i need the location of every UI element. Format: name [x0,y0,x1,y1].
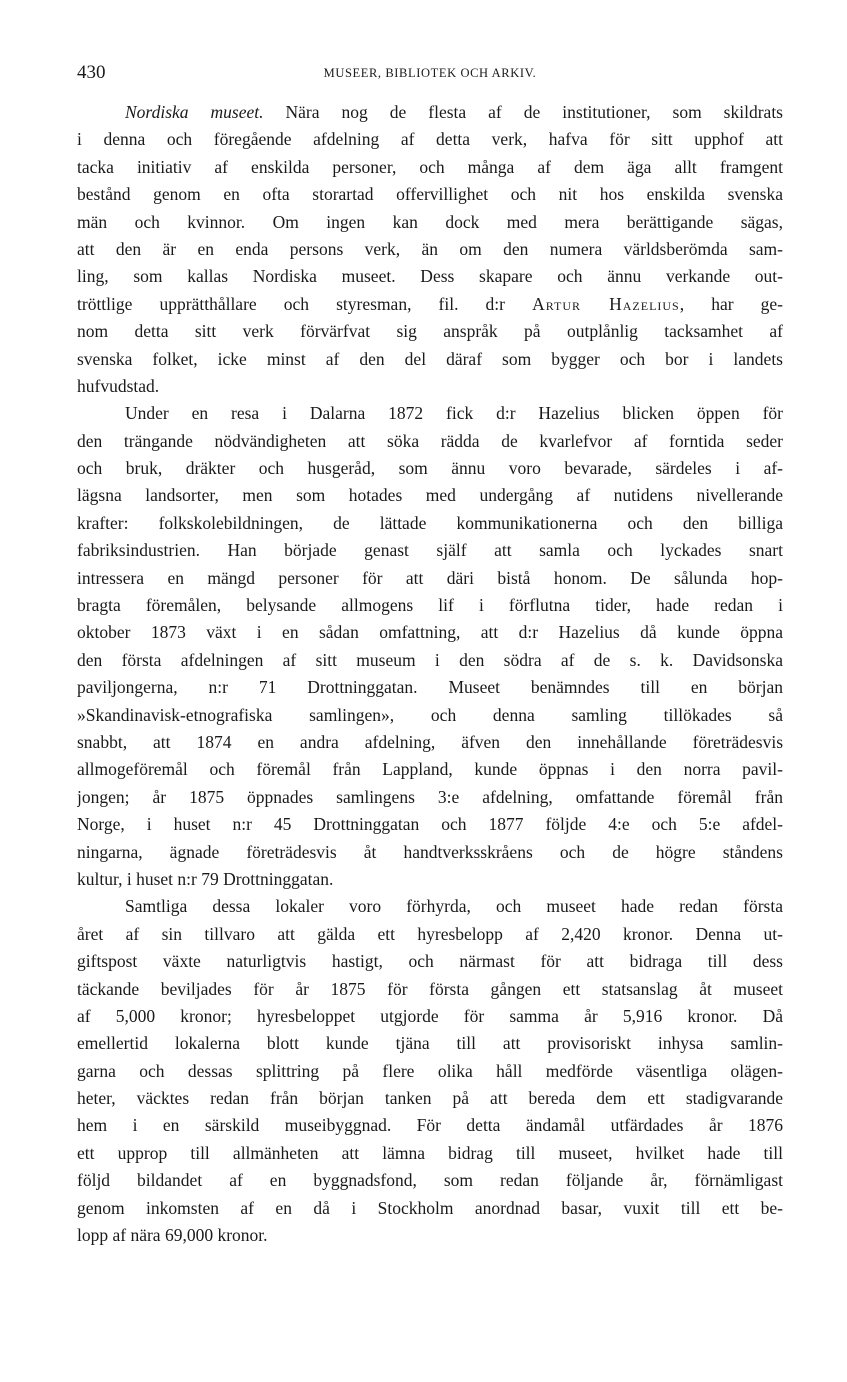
line-text: Norge, i huset n:r 45 Drottninggatan och 1877 följde 4:e och 5:e afdel- [77,814,783,835]
text-line [77,702,783,729]
line-text: hem i en särskild museibyggnad. För detta ändamål utfärdades år 1876 [77,1115,783,1136]
line-text: lopp af nära 69,000 kronor. [77,1225,268,1246]
text-line [77,1085,783,1112]
line-text: Nära nog de flesta af de institutioner, som skildrats [263,102,783,122]
text-line [77,318,783,345]
text-line [77,1112,783,1139]
text-line [77,811,783,838]
line-text: kultur, i huset n:r 79 Drottninggatan. [77,868,334,889]
text-line [77,1167,783,1194]
text-line [77,1030,783,1057]
line-text: fabriksindustrien. Han började genast själf att samla och lyckades snart [77,540,783,561]
text-line [77,428,783,455]
line-text: den trängande nödvändigheten att söka rädda de kvarlefvor af forntida seder [77,430,783,451]
text-line [77,921,783,948]
page-header [77,62,783,86]
line-text: män och kvinnor. Om ingen kan dock med mera berättigande sägas, [77,211,783,232]
line-text: emellertid lokalerna blott kunde tjäna till att provisoriskt inhysa samlin- [77,1033,783,1054]
line-text: allmogeföremål och föremål från Lappland, kunde öppnas i den norra pavil- [77,759,783,780]
text-line [77,263,783,290]
text-line [77,291,783,318]
text-line [77,510,783,537]
line-text: lägsna landsorter, men som hotades med undergång af nutidens nivellerande [77,485,783,506]
line-text: krafter: folkskolebildningen, de lättade kommunikationerna och den billiga [77,512,783,533]
body-text [77,99,783,1249]
text-line [77,756,783,783]
text-line [77,592,783,619]
line-text: att den är en enda persons verk, än om den numera världsberömda sam- [77,238,783,259]
line-text: Under en resa i Dalarna 1872 fick d:r Hazelius blicken öppen för [125,403,783,424]
section-heading: Nordiska museet. [125,102,264,122]
line-text: året af sin tillvaro att gälda ett hyresbelopp af 2,420 kronor. Denna ut- [77,923,783,944]
line-text: paviljongerna, n:r 71 Drottninggatan. Museet benämndes till en början [77,677,783,698]
text-line [77,126,783,153]
line-text: i denna och föregående afdelning af detta verk, hafva för sitt upphof att [77,129,783,150]
text-line [77,893,783,920]
text-line [77,236,783,263]
text-line [77,1058,783,1085]
text-line [77,647,783,674]
line-text: hufvudstad. [77,375,160,396]
line-text: ling, som kallas Nordiska museet. Dess skapare och ännu verkande out- [77,266,783,287]
text-line [77,482,783,509]
line-text: »Skandinavisk-etnografiska samlingen», och denna samling tillökades så [77,704,783,725]
text-line [77,1195,783,1222]
line-text: jongen; år 1875 öppnades samlingens 3:e afdelning, omfattande föremål från [77,786,783,807]
text-line [77,1003,783,1030]
line-text: intressera en mängd personer för att däri bistå honom. De sålunda hop- [77,567,783,588]
text-line [77,1140,783,1167]
text-line [77,784,783,811]
line-text: Samtliga dessa lokaler voro förhyrda, och museet hade redan första [125,896,783,917]
text-line [77,373,783,400]
text-line [77,948,783,975]
line-text: giftspost växte naturligtvis hastigt, och närmast för att bidraga till dess [77,951,783,972]
line-text: svenska folket, icke minst af den del däraf som bygger och bor i landets [77,348,783,369]
person-name: Artur Hazelius [532,293,680,314]
text-line [77,1222,783,1249]
text-line [77,209,783,236]
line-text: oktober 1873 växt i en sådan omfattning, att d:r Hazelius då kunde öppna [77,622,783,643]
line-text: garna och dessas splittring på flere olika håll medförde väsentliga olägen- [77,1060,783,1081]
text-line [77,729,783,756]
line-text: snabbt, att 1874 en andra afdelning, äfven den innehållande företrädesvis [77,731,783,752]
line-text: bestånd genom en ofta storartad offervillighet och nit hos enskilda svenska [77,184,783,205]
text-line [77,537,783,564]
line-text: och bruk, dräkter och husgeråd, som ännu voro bevarade, särdeles i af- [77,458,783,479]
line-text: följd bildandet af en byggnadsfond, som redan följande år, förnämligast [77,1170,783,1191]
line-text: tröttlige upprätthållare och styresman, fil. d:r [77,293,533,314]
text-line [77,565,783,592]
line-text: , har ge- [679,293,783,314]
text-line [77,346,783,373]
text-line [77,976,783,1003]
line-text: ningarna, ägnade företrädesvis åt handtverksskråens och de högre ståndens [77,841,783,862]
line-text: genom inkomsten af en då i Stockholm anordnad basar, vuxit till ett be- [77,1197,783,1218]
text-line [77,455,783,482]
running-head: MUSEER, BIBLIOTEK OCH ARKIV. [323,66,537,80]
line-text: täckande beviljades för år 1875 för första gången ett statsanslag åt museet [77,978,783,999]
line-text: bragta föremålen, belysande allmogens lif i förflutna tider, hade redan i [77,595,783,616]
text-line [77,866,783,893]
text-line [77,674,783,701]
text-line [77,619,783,646]
page-number: 430 [77,62,106,83]
line-text: nom detta sitt verk förvärfvat sig anspråk på outplånlig tacksamhet af [77,321,783,342]
line-text: den första afdelningen af sitt museum i den södra af de s. k. Davidsonska [77,649,783,670]
text-line [77,154,783,181]
text-line [77,181,783,208]
text-line [77,99,783,126]
line-text: heter, väcktes redan från början tanken på att bereda dem ett stadigvarande [77,1088,783,1109]
text-line [77,400,783,427]
line-text: ett upprop till allmänheten att lämna bidrag till museet, hvilket hade till [77,1142,783,1163]
line-text: af 5,000 kronor; hyresbeloppet utgjorde för samma år 5,916 kronor. Då [77,1005,783,1026]
text-line [77,839,783,866]
line-text: tacka initiativ af enskilda personer, och många af dem äga allt framgent [77,156,783,177]
